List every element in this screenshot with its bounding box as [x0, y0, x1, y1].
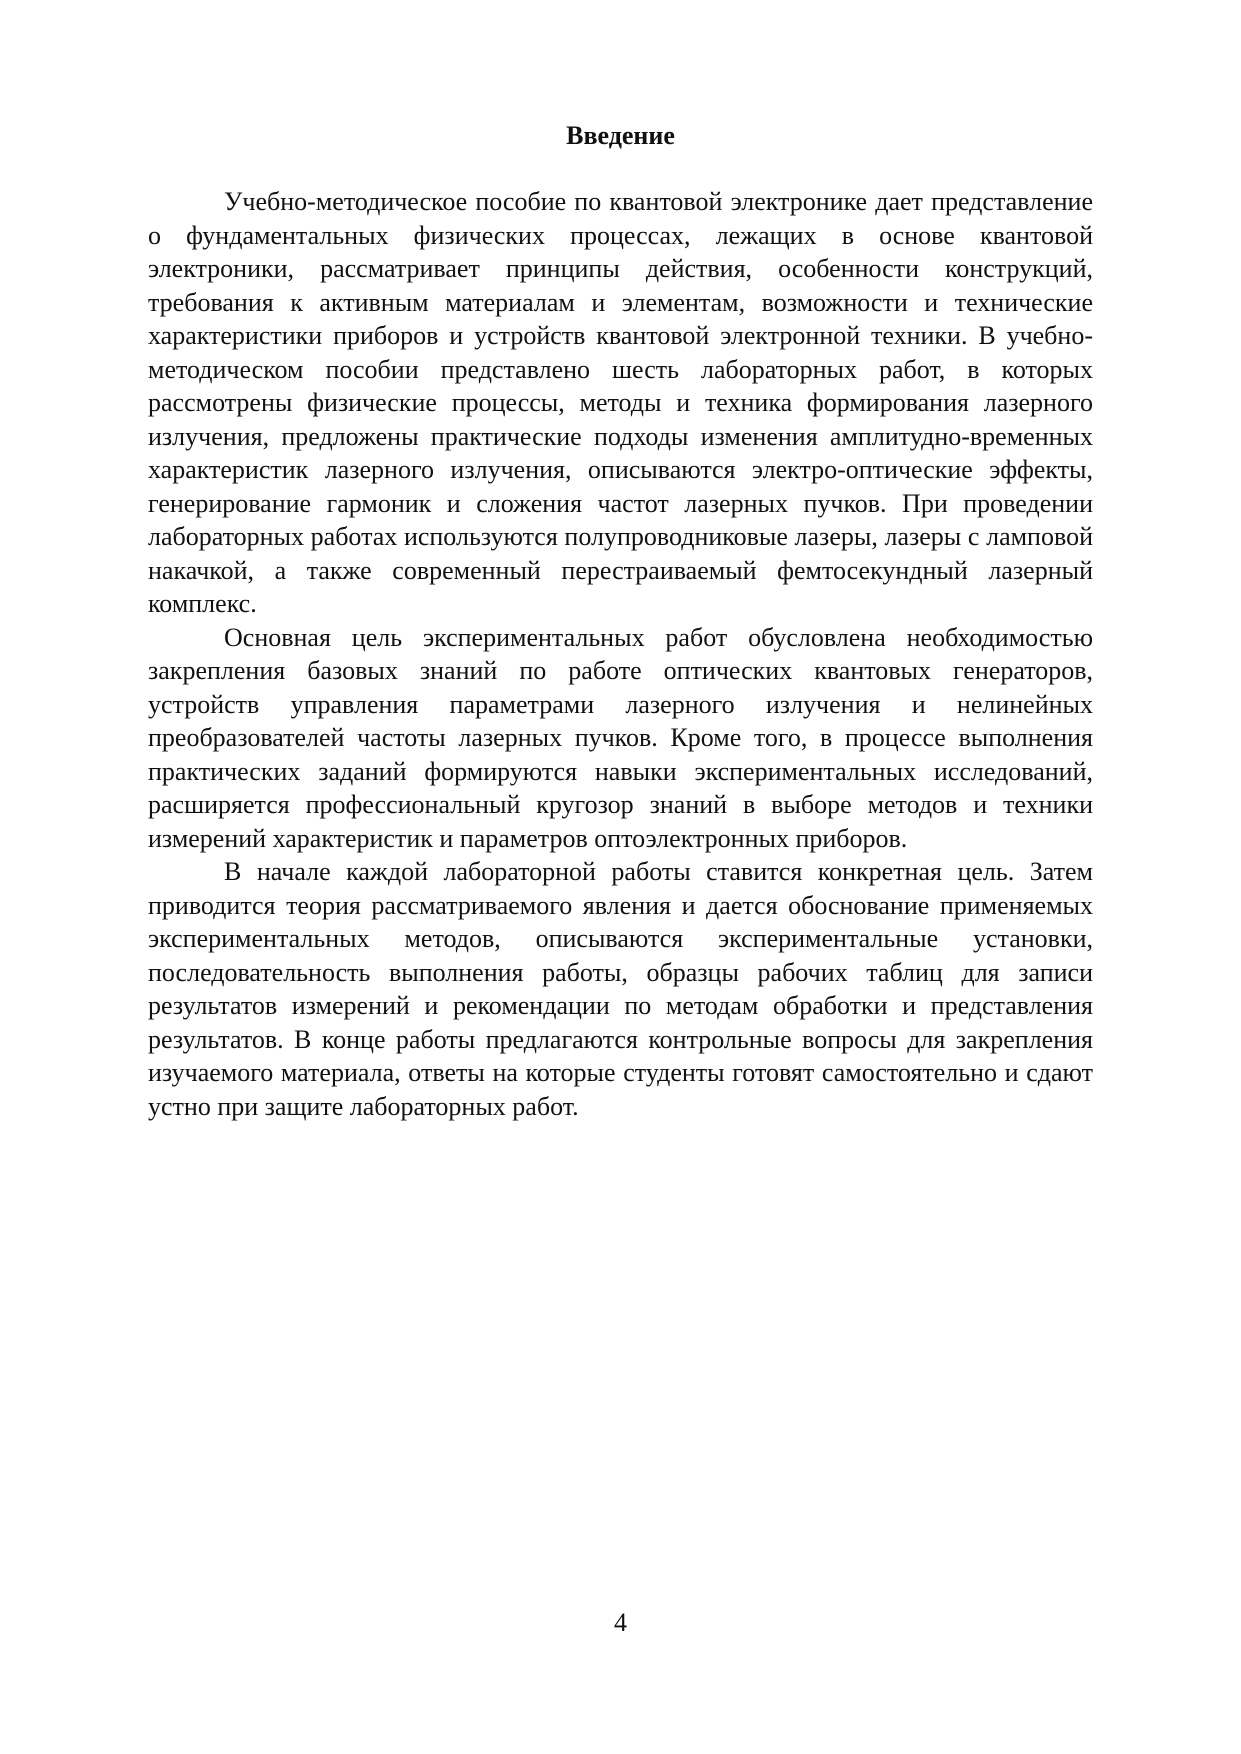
page-number: 4 [614, 1608, 627, 1637]
paragraph-3: В начале каждой лабораторной работы ставится конкретная цель. Затем приводится теория рассматриваемого явления и дается обоснование применяемых экспериментальных методов, описываются экспериментальные установки, последовательность выполнения работы, образцы рабочих таблиц для записи результатов измерений и рекомендации по методам обработки и представления результатов. В конце работы предлагаются контрольные вопросы для закрепления изучаемого материала, ответы на которые студенты готовят самостоятельно и сдают устно при защите лабораторных работ. [148, 857, 1093, 1121]
page-title: Введение [566, 121, 675, 150]
paragraph-2: Основная цель экспериментальных работ обусловлена необходимостью закрепления базовых знаний по работе оптических квантовых генераторов, устройств управления параметрами лазерного излучения и нелинейных преобразователей частоты лазерных пучков. Кроме того, в процессе выполнения практических заданий формируются навыки экспериментальных исследований, расширяется профессиональный кругозор знаний в выборе методов и техники измерений характеристик и параметров оптоэлектронных приборов. [148, 622, 1093, 853]
body-text [148, 185, 1093, 1123]
paragraph-1: Учебно-методическое пособие по квантовой электронике дает представление о фундаментальных физических процессах, лежащих в основе квантовой электроники, рассматривает принципы действия, особенности конструкций, требования к активным материалам и элементам, возможности и технические характеристики приборов и устройств квантовой электронной техники. В учебно-методическом пособии представлено шесть лабораторных работ, в которых рассмотрены физические процессы, методы и техника формирования лазерного излучения, предложены практические подходы изменения амплитудно-временных характеристик лазерного излучения, описываются электро-оптические эффекты, генерирование гармоник и сложения частот лазерных пучков. При проведении лабораторных работах используются полупроводниковые лазеры, лазеры с ламповой накачкой, а также современный перестраиваемый фемтосекундный лазерный комплекс. [148, 187, 1093, 618]
